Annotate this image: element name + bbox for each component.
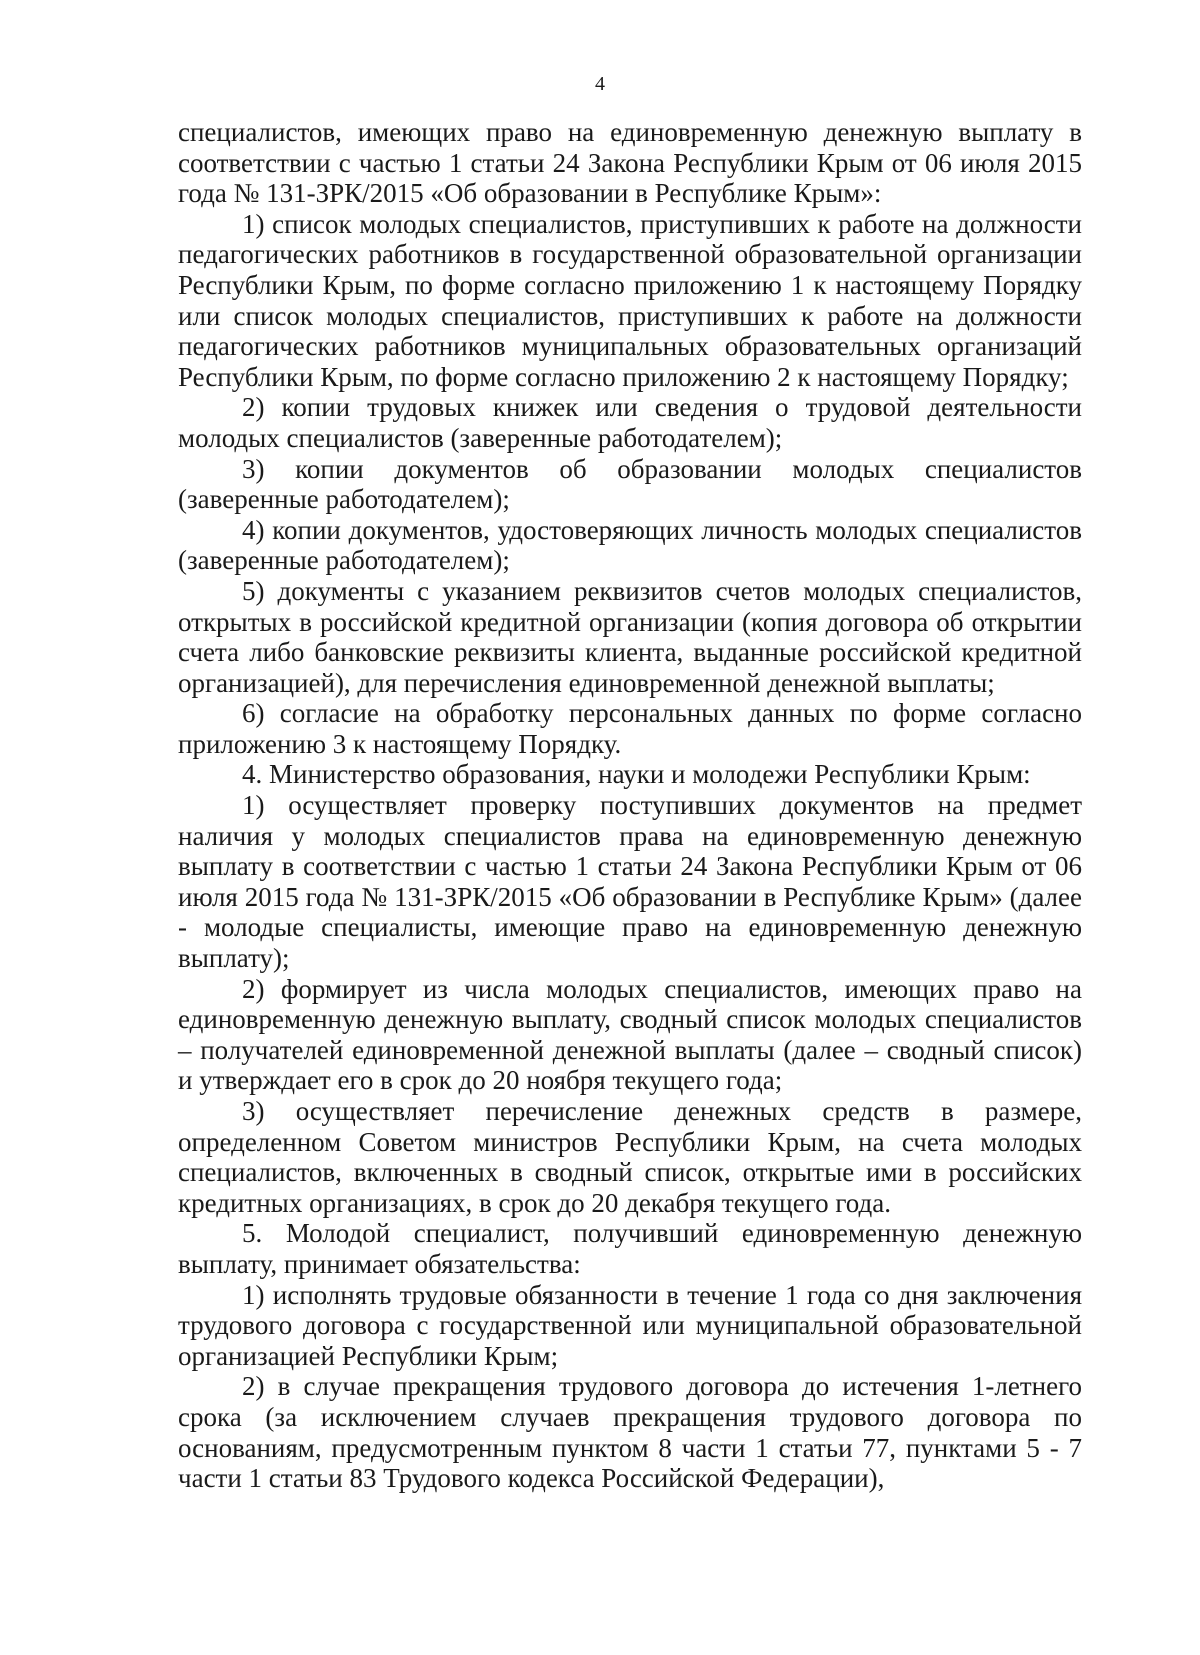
section-4-heading: 4. Министерство образования, науки и молодежи Республики Крым: — [242, 759, 1031, 790]
document-body — [178, 117, 1082, 1494]
paragraph-4-3-transfer: 3) осуществляет перечисление денежных средств в размере, определенном Советом министров Республики Крым, на счета молодых специалистов, включенных в сводный список, открытые ими в российских кредитных организациях, в срок до 20 декабря текущего года. — [178, 1096, 1082, 1218]
paragraph-5-1-duties: 1) исполнять трудовые обязанности в течение 1 года со дня заключения трудового договора с государственной или муниципальной образовательной организацией Республики Крым; — [178, 1279, 1082, 1371]
paragraph-item-1-list: 1) список молодых специалистов, приступивших к работе на должности педагогических работников в государственной образовательной организации Республики Крым, по форме согласно приложению 1 к настоящему Порядку или список молодых специалистов, приступивших к работе на должности педагогических работников муниципальных образовательных организаций Республики Крым, по форме согласно приложению 2 к настоящему Порядку; — [178, 208, 1082, 392]
paragraph-item-4-identity-docs: 4) копии документов, удостоверяющих личность молодых специалистов (заверенные работодателем); — [178, 514, 1082, 576]
paragraph-item-5-bank-details: 5) документы с указанием реквизитов счетов молодых специалистов, открытых в российской кредитной организации (копия договора об открытии счета либо банковские реквизиты клиента, выданные российской кредитной организацией), для перечисления единовременной денежной выплаты; — [178, 575, 1082, 698]
paragraph-item-3-education-docs: 3) копии документов об образовании молодых специалистов (заверенные работодателем); — [178, 453, 1082, 515]
paragraph-item-2-work-records: 2) копии трудовых книжек или сведения о трудовой деятельности молодых специалистов (заверенные работодателем); — [178, 392, 1082, 453]
section-5-heading: 5. Молодой специалист, получивший единовременную денежную выплату, принимает обязательства: — [178, 1218, 1082, 1279]
paragraph-5-2-termination: 2) в случае прекращения трудового договора до истечения 1-летнего срока (за исключением случаев прекращения трудового договора по основаниям, предусмотренным пунктом 8 части 1 статьи 77, пунктами 5 - 7 части 1 статьи 83 Трудового кодекса Российской Федерации), — [178, 1371, 1082, 1494]
paragraph-4-2-summary-list: 2) формирует из числа молодых специалистов, имеющих право на единовременную денежную выплату, сводный список молодых специалистов – получателей единовременной денежной выплаты (далее – сводный список) и утверждает его в срок до 20 ноября текущего года; — [178, 973, 1082, 1096]
paragraph-item-6-consent: 6) согласие на обработку персональных данных по форме согласно приложению 3 к настоящему Порядку. — [178, 698, 1082, 759]
paragraph-continuation: специалистов, имеющих право на единовременную денежную выплату в соответствии с частью 1 статьи 24 Закона Республики Крым от 06 июля 2015 года № 131-ЗРК/2015 «Об образовании в Республике Крым»: — [178, 117, 1082, 209]
page-number: 4 — [595, 73, 605, 95]
paragraph-4-1-verification: 1) осуществляет проверку поступивших документов на предмет наличия у молодых специалистов права на единовременную денежную выплату в соответствии с частью 1 статьи 24 Закона Республики Крым от 06 июля 2015 года № 131-ЗРК/2015 «Об образовании в Республике Крым» (далее - молодые специалисты, имеющие право на единовременную денежную выплату); — [178, 790, 1082, 974]
